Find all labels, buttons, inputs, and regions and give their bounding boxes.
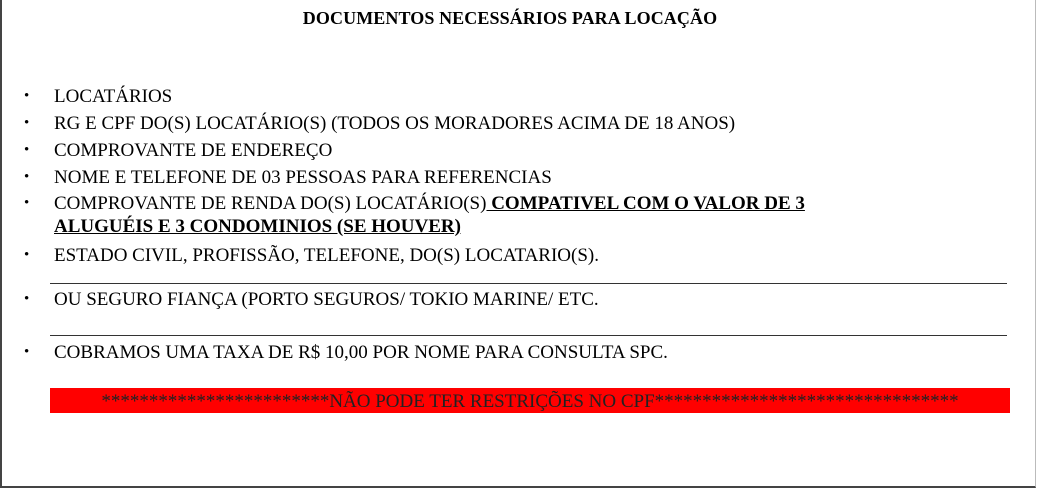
list-item-text: ESTADO CIVIL, PROFISSÃO, TELEFONE, DO(S) LOCATARIO(S). [54,245,599,266]
divider-line [50,283,1007,284]
bullet-icon: • [24,291,30,307]
bullet-icon: • [24,169,30,185]
divider-line [50,335,1007,336]
income-requirement-emphasis-2: ALUGUÉIS E 3 CONDOMINIOS (SE HOUVER) [54,216,461,237]
bullet-icon: • [24,247,30,263]
income-requirement-emphasis: COMPATIVEL COM O VALOR DE 3 [486,193,805,214]
list-item-text: RG E CPF DO(S) LOCATÁRIO(S) (TODOS OS MORADORES ACIMA DE 18 ANOS) [54,113,736,134]
bullet-icon: • [24,195,30,211]
list-item-text: COMPROVANTE DE ENDEREÇO [54,140,333,161]
bullet-icon: • [24,115,30,131]
list-item-text: OU SEGURO FIANÇA (PORTO SEGUROS/ TOKIO MARINE/ ETC. [54,289,599,310]
list-item-text [54,192,805,215]
list-item-text: NOME E TELEFONE DE 03 PESSOAS PARA REFERENCIAS [54,167,552,188]
list-item-text: COBRAMOS UMA TAXA DE R$ 10,00 POR NOME PARA CONSULTA SPC. [54,342,668,363]
list-item-text [54,215,461,238]
income-proof-text: COMPROVANTE DE RENDA DO(S) LOCATÁRIO(S) [54,193,487,214]
list-item-text: LOCATÁRIOS [54,86,173,107]
bullet-icon: • [24,142,30,158]
document-title: DOCUMENTOS NECESSÁRIOS PARA LOCAÇÃO [302,8,718,28]
bullet-icon: • [24,88,30,104]
bullet-icon: • [24,344,30,360]
cpf-restriction-warning: ************************NÃO PODE TER RESTRIÇÕES NO CPF******************************** [50,388,1010,413]
